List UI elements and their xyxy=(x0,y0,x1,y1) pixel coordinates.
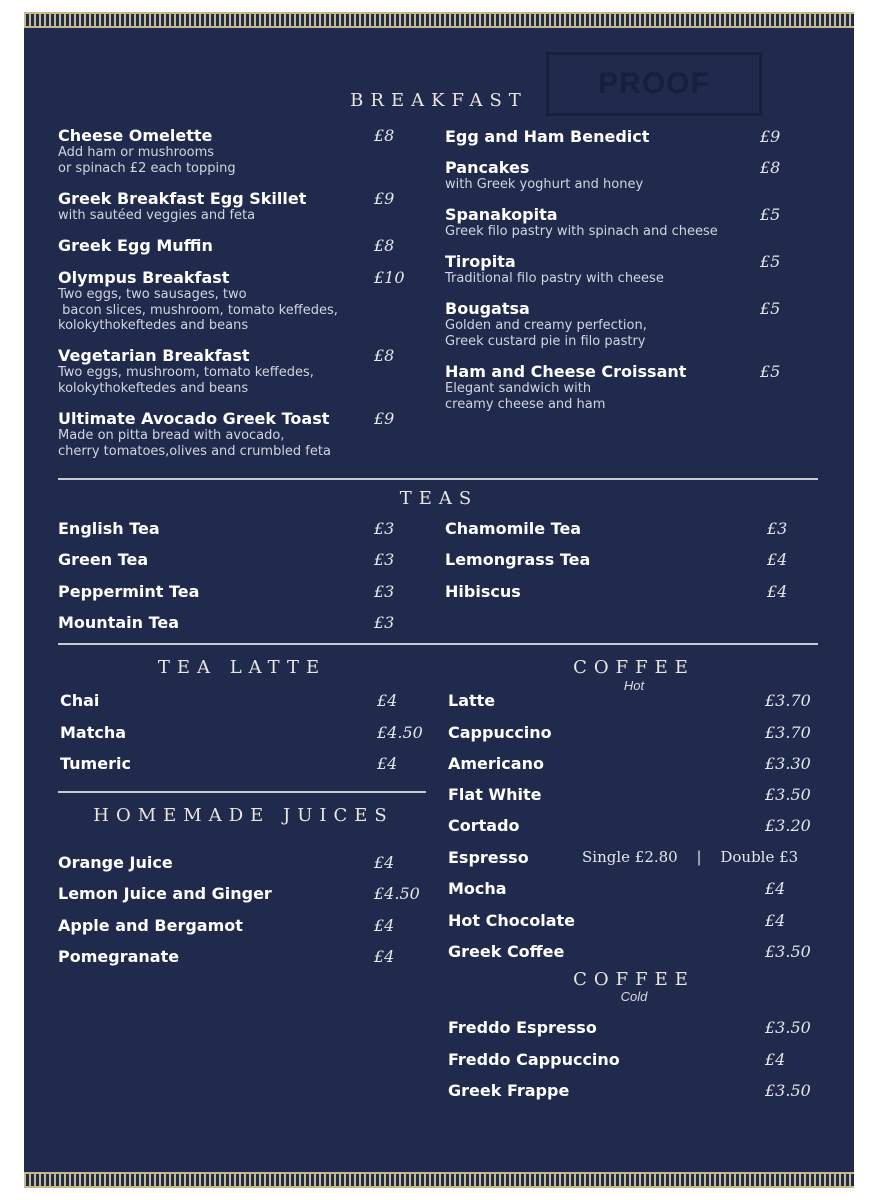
menu-item xyxy=(60,723,423,742)
item-name: Apple and Bergamot xyxy=(58,916,243,935)
item-price: £3.50 xyxy=(765,942,811,961)
menu-item xyxy=(58,853,403,872)
tea-latte-heading: TEA LATTE xyxy=(157,657,327,678)
item-name: Ham and Cheese Croissant xyxy=(445,362,687,381)
menu-item xyxy=(445,252,790,287)
item-description: Elegant sandwich with creamy cheese and ham xyxy=(445,381,606,412)
menu-item xyxy=(448,942,811,961)
coffee-hot-heading: COFFEE xyxy=(573,657,695,678)
menu-item xyxy=(448,911,793,930)
menu-item xyxy=(58,189,403,224)
menu-item xyxy=(448,1081,811,1100)
menu-item xyxy=(445,550,790,569)
menu-item xyxy=(445,158,790,193)
menu-item xyxy=(58,346,403,396)
menu-item xyxy=(58,916,403,935)
item-price: £4 xyxy=(374,853,395,872)
coffee-cold-heading: COFFEE xyxy=(573,969,695,990)
item-price: £5 xyxy=(760,299,781,318)
item-price: £8 xyxy=(760,158,781,177)
item-name: Orange Juice xyxy=(58,853,173,872)
divider xyxy=(58,643,818,645)
item-price: £4 xyxy=(765,1050,786,1069)
item-price: £5 xyxy=(760,205,781,224)
item-name: Tiropita xyxy=(445,252,516,271)
menu-item xyxy=(445,299,790,349)
menu-item xyxy=(58,236,403,255)
divider xyxy=(58,791,426,793)
item-description: Two eggs, two sausages, two bacon slices, mushroom, tomato keffedes, kolokythokeftedes and beans xyxy=(58,287,338,333)
menu-item xyxy=(448,785,811,804)
item-price: £3.20 xyxy=(765,816,811,835)
menu-item xyxy=(60,754,405,773)
item-name: Pomegranate xyxy=(58,947,180,966)
menu-item xyxy=(445,519,790,538)
item-price: £3.70 xyxy=(765,723,811,742)
item-price: £4 xyxy=(767,582,788,601)
item-price: £4 xyxy=(767,550,788,569)
item-price: £8 xyxy=(374,126,395,145)
item-name: Chai xyxy=(60,691,100,710)
menu-item xyxy=(58,550,403,569)
menu-item xyxy=(58,613,403,632)
menu-item xyxy=(448,723,811,742)
item-name: Lemon Juice and Ginger xyxy=(58,884,272,903)
item-price: £3.30 xyxy=(765,754,811,773)
item-name: Pancakes xyxy=(445,158,530,177)
menu-item xyxy=(58,409,403,459)
item-name: Freddo Espresso xyxy=(448,1018,597,1037)
item-price: £4.50 xyxy=(377,723,423,742)
item-price: £3.50 xyxy=(765,785,811,804)
menu-item xyxy=(58,582,403,601)
menu-item xyxy=(445,205,790,240)
item-name: Espresso xyxy=(448,848,529,867)
breakfast-heading: BREAKFAST xyxy=(350,90,528,111)
item-price: £4 xyxy=(374,947,395,966)
item-name: Lemongrass Tea xyxy=(445,550,591,569)
espresso-single-price: Single £2.80 xyxy=(582,848,678,866)
item-name: Hibiscus xyxy=(445,582,521,601)
item-name: English Tea xyxy=(58,519,160,538)
item-name: Greek Breakfast Egg Skillet xyxy=(58,189,307,208)
item-name: Cortado xyxy=(448,816,520,835)
proof-watermark: PROOF xyxy=(546,52,762,116)
item-price: £4 xyxy=(377,754,398,773)
item-price: £3 xyxy=(374,550,395,569)
item-price: £5 xyxy=(760,362,781,381)
item-name: Olympus Breakfast xyxy=(58,268,230,287)
item-name: Greek Frappe xyxy=(448,1081,570,1100)
item-name: Green Tea xyxy=(58,550,149,569)
menu-item xyxy=(445,362,790,412)
item-description: Add ham or mushrooms or spinach £2 each topping xyxy=(58,145,236,176)
item-name: Freddo Cappuccino xyxy=(448,1050,620,1069)
menu-item xyxy=(60,691,405,710)
menu-item xyxy=(58,519,403,538)
juices-heading: HOMEMADE JUICES xyxy=(93,805,394,826)
item-name: Americano xyxy=(448,754,544,773)
menu-item xyxy=(58,268,403,334)
item-name: Greek Egg Muffin xyxy=(58,236,213,255)
menu-item xyxy=(448,754,811,773)
menu-item xyxy=(58,884,420,903)
espresso-double-price: Double £3 xyxy=(720,848,799,866)
item-price: £9 xyxy=(760,127,781,146)
item-name: Spanakopita xyxy=(445,205,558,224)
item-name: Cappuccino xyxy=(448,723,552,742)
item-price: £4 xyxy=(765,911,786,930)
item-description: Greek filo pastry with spinach and cheese xyxy=(445,224,718,239)
item-name: Mocha xyxy=(448,879,507,898)
item-price: £4 xyxy=(765,879,786,898)
item-name: Peppermint Tea xyxy=(58,582,200,601)
item-name: Ultimate Avocado Greek Toast xyxy=(58,409,330,428)
item-price: £4 xyxy=(374,916,395,935)
item-name: Bougatsa xyxy=(445,299,530,318)
item-price: £4.50 xyxy=(374,884,420,903)
item-name: Mountain Tea xyxy=(58,613,180,632)
menu-item xyxy=(58,126,403,176)
item-price: £3 xyxy=(374,519,395,538)
espresso-separator: | xyxy=(696,848,702,866)
item-price: £9 xyxy=(374,409,395,428)
teas-heading: TEAS xyxy=(399,488,479,509)
item-name: Tumeric xyxy=(60,754,131,773)
item-price: £3.50 xyxy=(765,1081,811,1100)
menu-item xyxy=(445,127,790,146)
item-price: £3 xyxy=(374,613,395,632)
item-name: Cheese Omelette xyxy=(58,126,213,145)
item-name: Greek Coffee xyxy=(448,942,565,961)
item-description: Two eggs, mushroom, tomato keffedes, kolokythokeftedes and beans xyxy=(58,365,314,396)
item-description: with Greek yoghurt and honey xyxy=(445,177,644,192)
coffee-cold-subheading: Cold xyxy=(620,989,648,1004)
menu-item xyxy=(448,1018,811,1037)
menu-item xyxy=(448,816,811,835)
greek-key-border-bottom xyxy=(24,1172,854,1188)
menu-item xyxy=(448,691,811,710)
item-name: Hot Chocolate xyxy=(448,911,575,930)
menu-item xyxy=(448,879,793,898)
item-description: Traditional filo pastry with cheese xyxy=(445,271,664,286)
menu-item xyxy=(58,947,403,966)
menu-item xyxy=(448,1050,793,1069)
item-description: Made on pitta bread with avocado, cherry tomatoes,olives and crumbled feta xyxy=(58,428,331,459)
item-description: Golden and creamy perfection, Greek custard pie in filo pastry xyxy=(445,318,647,349)
item-name: Chamomile Tea xyxy=(445,519,582,538)
item-name: Vegetarian Breakfast xyxy=(58,346,250,365)
item-name: Latte xyxy=(448,691,496,710)
item-price: £3.70 xyxy=(765,691,811,710)
greek-key-border-top xyxy=(24,12,854,28)
menu-item xyxy=(445,582,790,601)
item-name: Egg and Ham Benedict xyxy=(445,127,650,146)
item-price: £4 xyxy=(377,691,398,710)
coffee-hot-subheading: Hot xyxy=(623,678,645,693)
item-price: £3 xyxy=(767,519,788,538)
item-price: £8 xyxy=(374,236,395,255)
espresso-options xyxy=(582,848,798,866)
item-price: £3 xyxy=(374,582,395,601)
item-price: £5 xyxy=(760,252,781,271)
item-price: £10 xyxy=(374,268,405,287)
menu-page xyxy=(24,12,854,1188)
item-description: with sautéed veggies and feta xyxy=(58,208,256,223)
item-price: £3.50 xyxy=(765,1018,811,1037)
divider xyxy=(58,478,818,480)
item-name: Matcha xyxy=(60,723,127,742)
item-price: £9 xyxy=(374,189,395,208)
item-name: Flat White xyxy=(448,785,542,804)
item-price: £8 xyxy=(374,346,395,365)
